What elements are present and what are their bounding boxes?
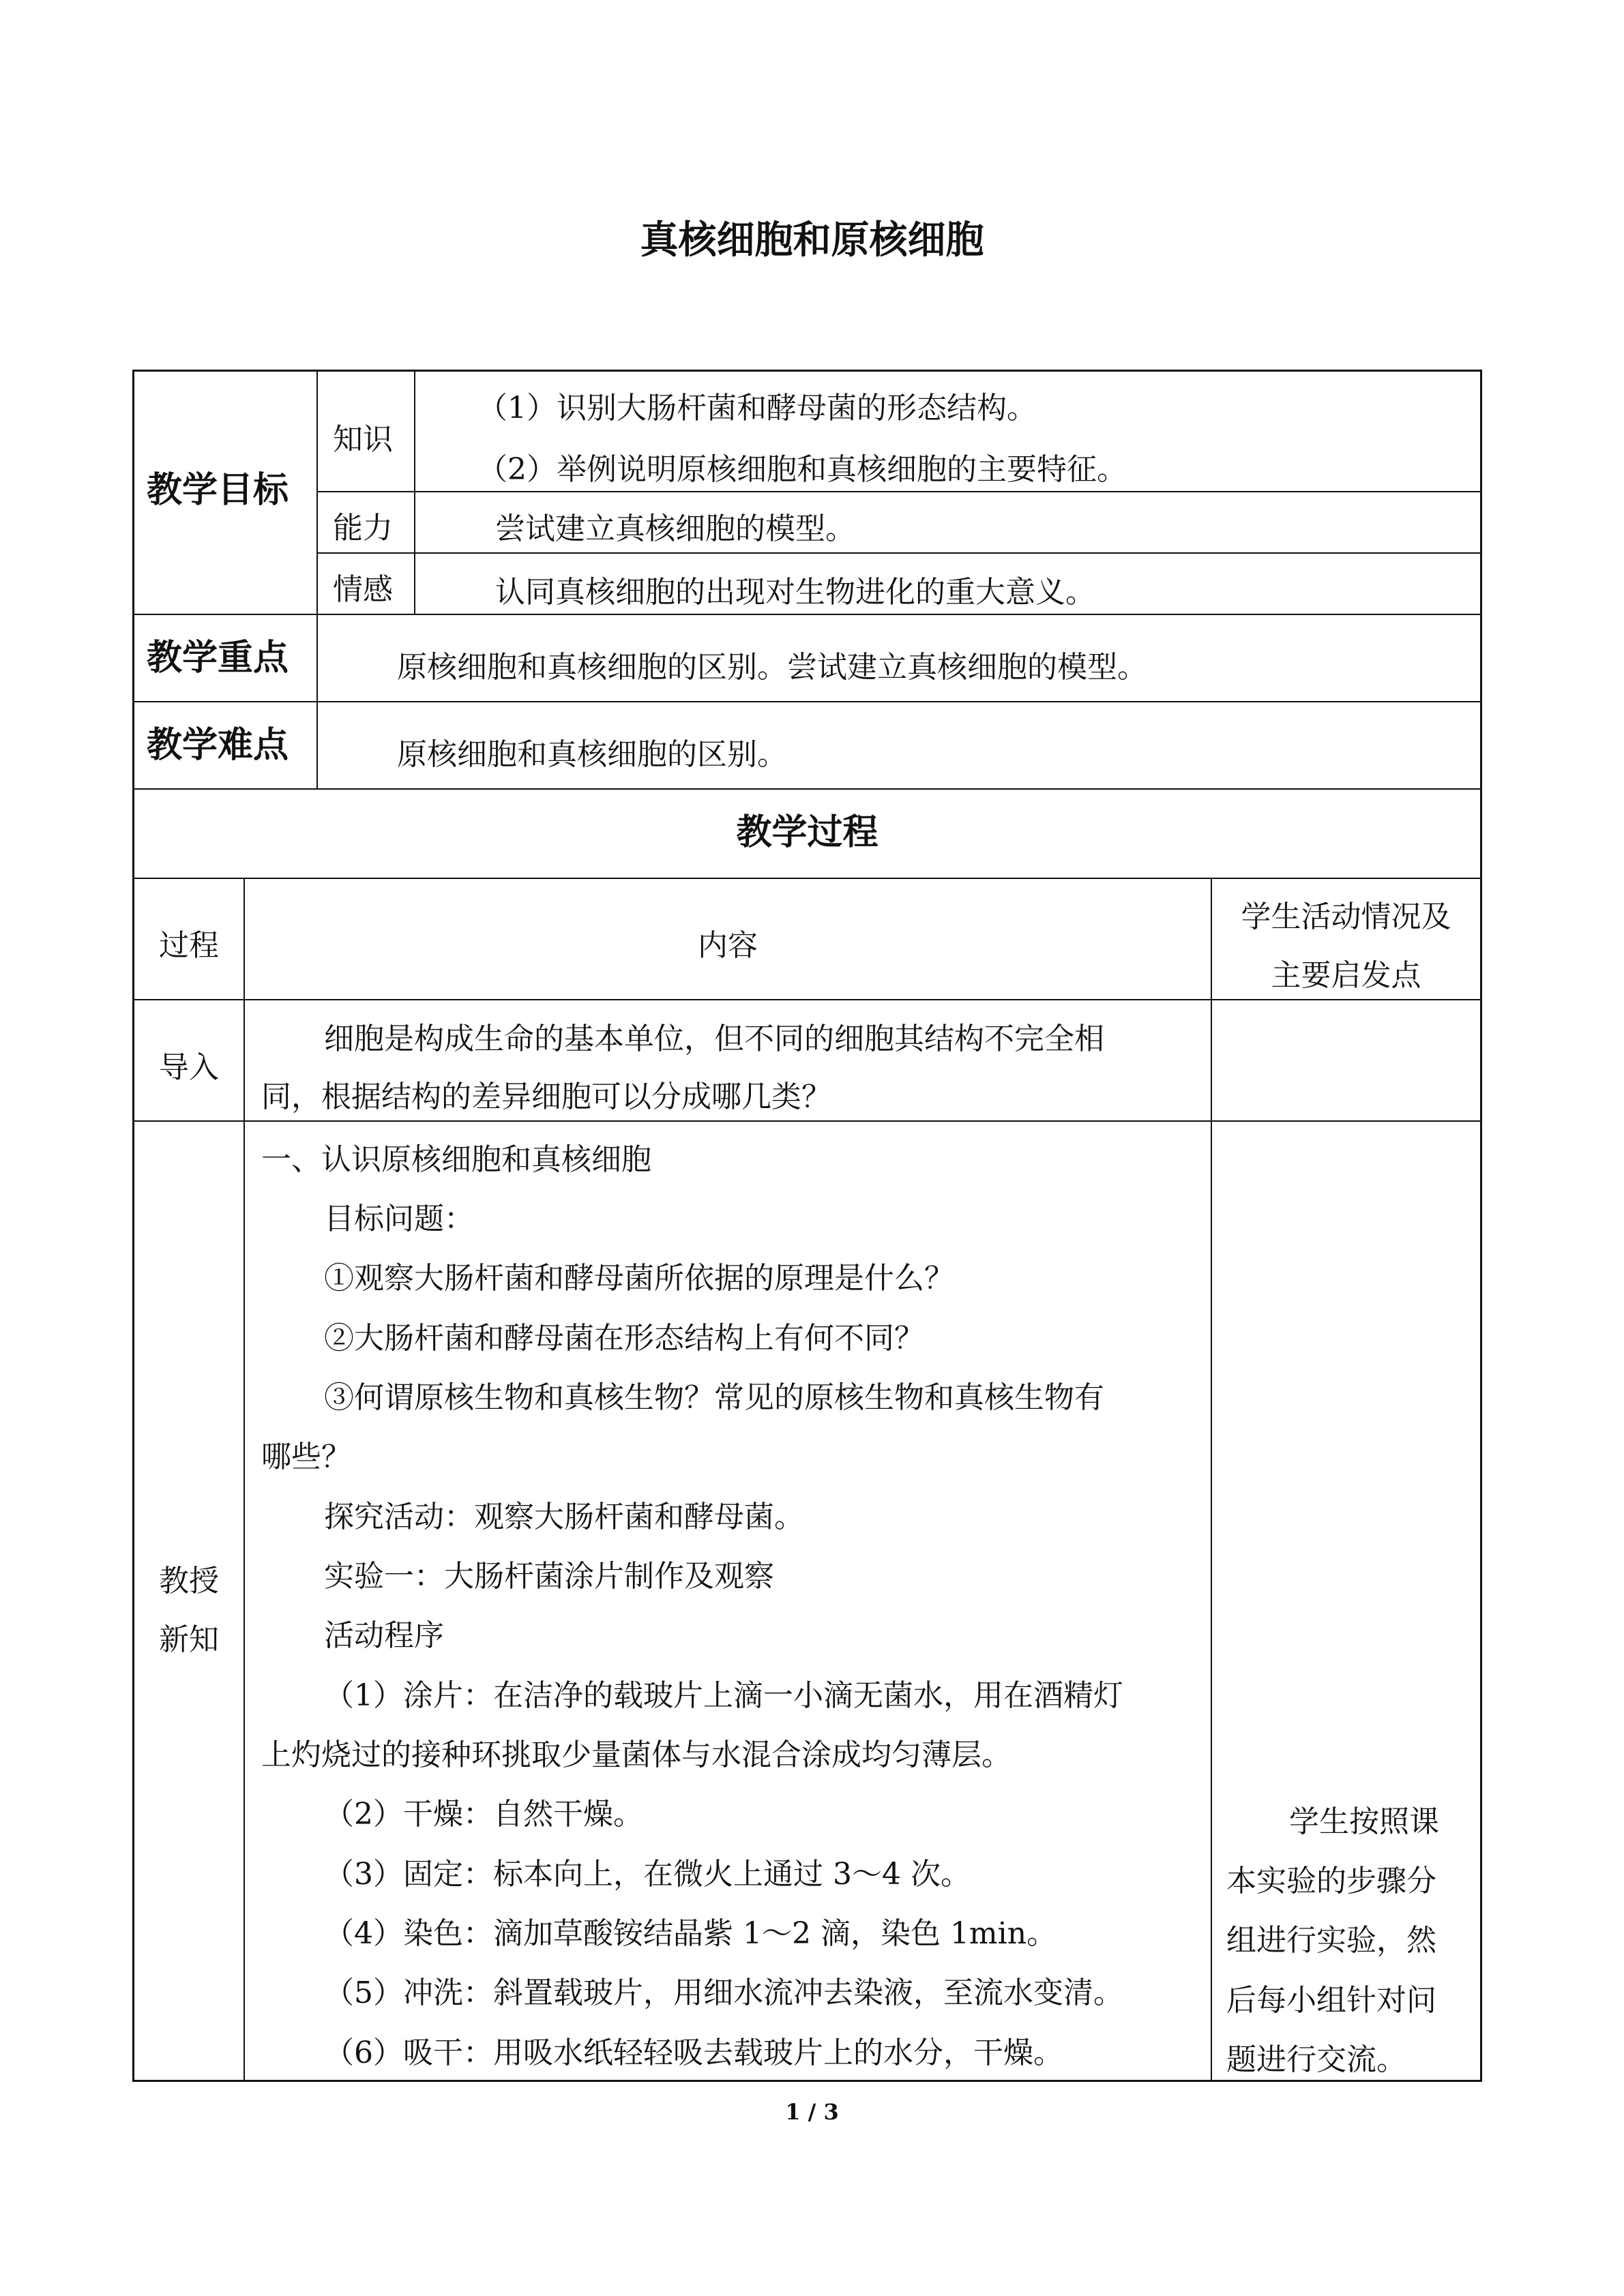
teach-stage-line-2: 新知 [159,1622,219,1657]
teach-line-3: ①观察大肠杆菌和酵母菌所依据的原理是什么？ [324,1261,954,1296]
process-header: 教学过程 [736,812,879,853]
ability-text: 尝试建立真核细胞的模型。 [495,511,855,546]
student-line-1: 学生按照课 [1289,1804,1439,1839]
teach-line-10: （1）涂片：在洁净的载玻片上滴一小滴无菌水，用在酒精灯 [324,1678,1123,1713]
teach-line-5: ③何谓原核生物和真核生物？常见的原核生物和真核生物有 [324,1380,1104,1415]
teach-line-11: 上灼烧过的接种环挑取少量菌体与水混合涂成均匀薄层。 [261,1738,1012,1772]
intro-line-1: 细胞是构成生命的基本单位，但不同的细胞其结构不完全相 [324,1022,1104,1056]
teach-line-14: （4）染色：滴加草酸铵结晶紫 1～2 滴，染色 1min。 [324,1916,1057,1951]
teach-line-13: （3）固定：标本向上，在微火上通过 3～4 次。 [324,1857,971,1892]
col-content-header: 内容 [698,928,758,963]
student-line-4: 后每小组针对问 [1226,1983,1436,2018]
teach-line-8: 实验一：大肠杆菌涂片制作及观察 [324,1559,774,1594]
col-stage-header: 过程 [159,928,219,963]
student-line-3: 组进行实验，然 [1226,1923,1436,1958]
ability-label: 能力 [333,511,393,546]
goals-header: 教学目标 [147,470,289,511]
teach-line-12: （2）干燥：自然干燥。 [324,1797,643,1832]
page-number: 1 / 3 [785,2099,839,2125]
difficulties-text: 原核细胞和真核细胞的区别。 [397,737,787,772]
intro-line-2: 同，根据结构的差异细胞可以分成哪几类？ [261,1079,831,1114]
knowledge-label: 知识 [333,422,393,457]
emotion-label: 情感 [333,572,393,607]
key-points-text: 原核细胞和真核细胞的区别。尝试建立真核细胞的模型。 [397,650,1147,685]
knowledge-line-2: （2）举例说明原核细胞和真核细胞的主要特征。 [477,452,1127,487]
teach-line-1: 一、认识原核细胞和真核细胞 [261,1142,651,1177]
teach-stage-line-1: 教授 [159,1564,219,1598]
teach-line-6: 哪些？ [261,1440,351,1474]
page-title: 真核细胞和原核细胞 [640,218,984,263]
intro-stage: 导入 [159,1050,219,1085]
teach-line-4: ②大肠杆菌和酵母菌在形态结构上有何不同？ [324,1321,924,1356]
emotion-text: 认同真核细胞的出现对生物进化的重大意义。 [495,575,1095,610]
knowledge-line-1: （1）识别大肠杆菌和酵母菌的形态结构。 [477,391,1037,426]
col-student-header-line-1: 学生活动情况及 [1241,899,1451,934]
teach-line-15: （5）冲洗：斜置载玻片，用细水流冲去染液，至流水变清。 [324,1976,1123,2010]
teach-line-9: 活动程序 [324,1618,444,1653]
teach-line-2: 目标问题： [324,1202,474,1236]
teach-line-7: 探究活动：观察大肠杆菌和酵母菌。 [324,1500,804,1534]
difficulties-header: 教学难点 [147,725,289,766]
key-points-header: 教学重点 [147,638,289,679]
col-student-header-line-2: 主要启发点 [1271,958,1421,993]
student-line-5: 题进行交流。 [1226,2042,1406,2077]
teach-line-16: （6）吸干：用吸水纸轻轻吸去载玻片上的水分，干燥。 [324,2036,1063,2070]
student-line-2: 本实验的步骤分 [1226,1864,1436,1898]
